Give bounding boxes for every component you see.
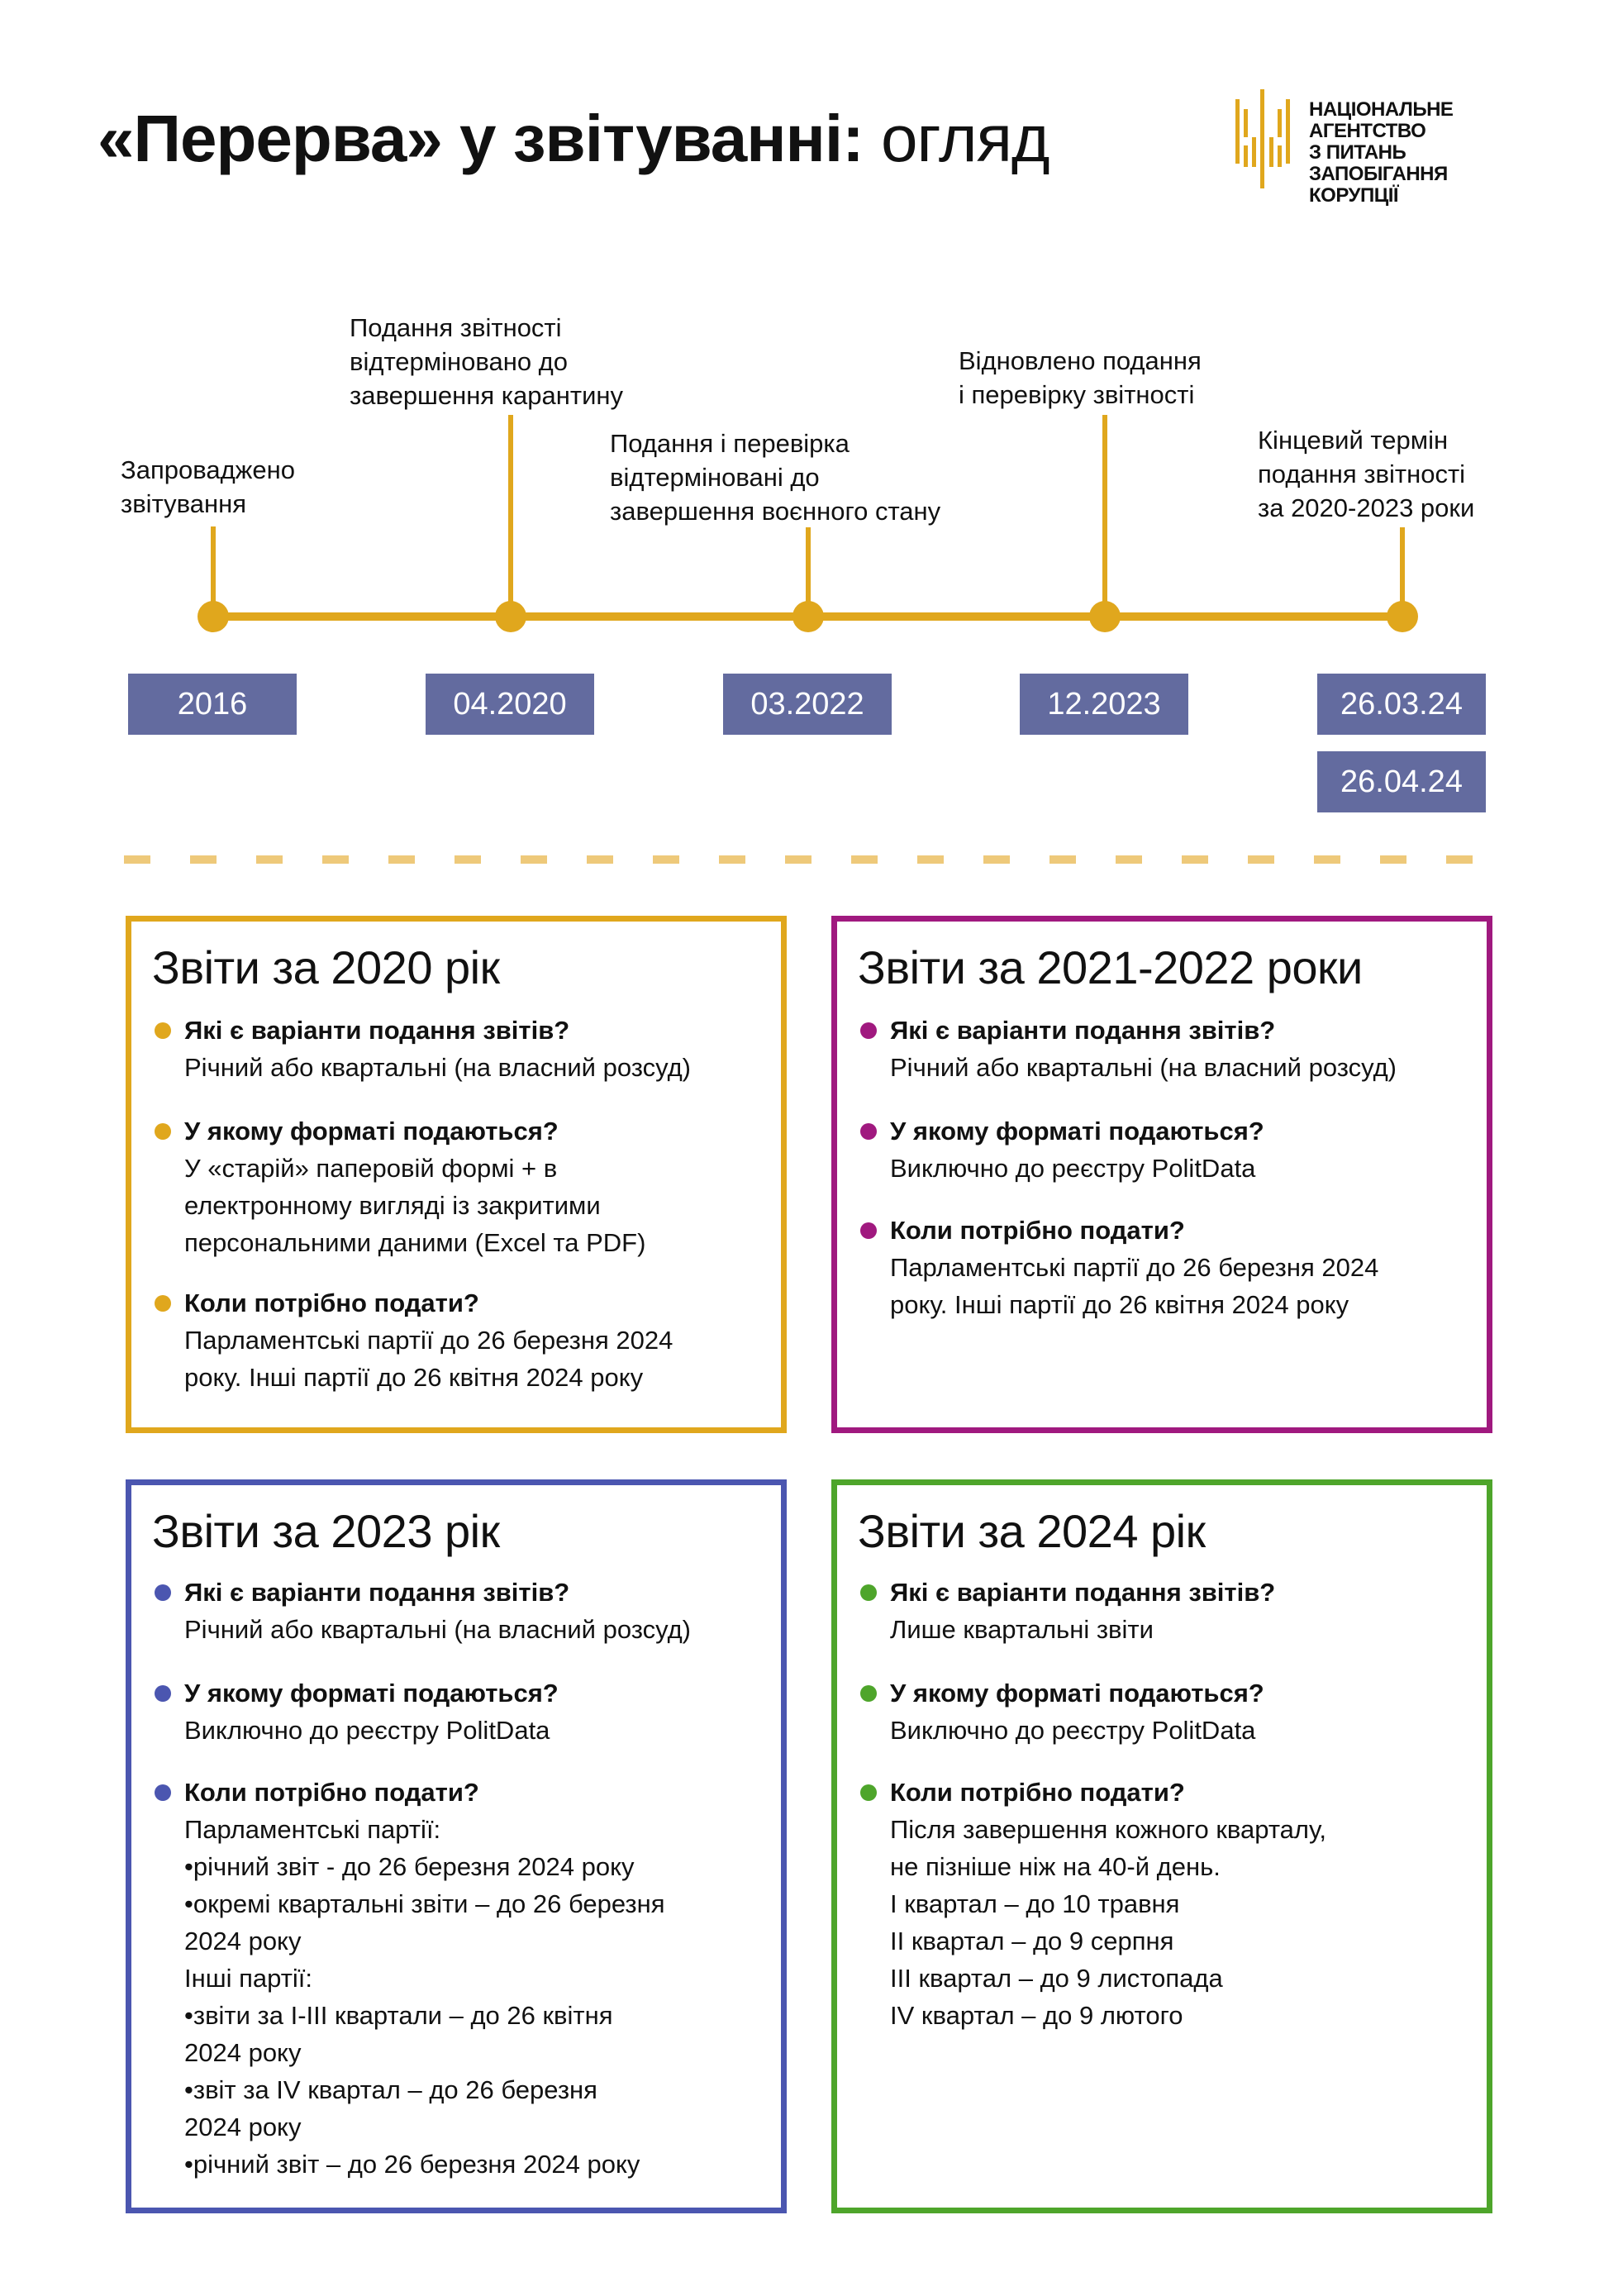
qa-item: [860, 1675, 1470, 1749]
question: У якому форматі подаються?: [890, 1117, 1264, 1146]
answer-line: •звіт за IV квартал – до 26 березня: [184, 2075, 597, 2104]
page-title-light: огляд: [880, 102, 1049, 175]
page-title-bold: «Перерва» у звітуванні:: [98, 102, 864, 175]
question: Коли потрібно подати?: [890, 1216, 1185, 1245]
answer-line: Інші партії:: [184, 1964, 312, 1993]
page-title: [98, 98, 1049, 180]
date-badge: 03.2022: [723, 674, 892, 735]
qa-item: [860, 1774, 1470, 2034]
answer-line: Виключно до реєстру PolitData: [890, 1716, 1256, 1745]
card-2023: [126, 1479, 787, 2213]
answer-line: III квартал – до 9 листопада: [890, 1964, 1223, 1993]
answer-line: року. Інші партії до 26 квітня 2024 року: [184, 1363, 644, 1392]
bullet-icon: [155, 1295, 171, 1312]
qa-item: [155, 1285, 764, 1396]
qa-item: [155, 1012, 764, 1086]
label-line: подання звітності: [1258, 460, 1466, 488]
nazk-bars-logo-icon: [1233, 89, 1299, 188]
answer-line: персональними даними (Excel та PDF): [184, 1228, 646, 1257]
timeline-event-label: [959, 344, 1202, 412]
timeline-dot: [1089, 601, 1121, 632]
card-2024: [831, 1479, 1492, 2213]
answer-line: •звіти за I-III квартали – до 26 квітня: [184, 2001, 613, 2030]
answer-line: Парламентські партії:: [184, 1815, 441, 1844]
answer-line: Річний або квартальні (на власний розсуд): [890, 1053, 1397, 1082]
qa-item: [155, 1574, 764, 1648]
label-line: Кінцевий термін: [1258, 426, 1449, 455]
answer-line: Парламентські партії до 26 березня 2024: [890, 1253, 1379, 1282]
answer-line: У «старій» паперовій формі + в: [184, 1154, 558, 1183]
logo-line: НАЦІОНАЛЬНЕ АГЕНТСТВО: [1309, 98, 1454, 142]
bullet-icon: [155, 1584, 171, 1601]
timeline-stem: [211, 526, 216, 609]
label-line: завершення воєнного стану: [610, 497, 941, 526]
answer-line: Парламентські партії до 26 березня 2024: [184, 1326, 673, 1355]
qa-item: [860, 1113, 1470, 1187]
label-line: відтерміновані до: [610, 463, 820, 492]
bullet-icon: [860, 1022, 877, 1039]
question: У якому форматі подаються?: [184, 1679, 559, 1708]
answer-line: 2024 року: [184, 1927, 302, 1955]
timeline-dot: [1387, 601, 1418, 632]
timeline-dot: [198, 601, 229, 632]
timeline-event-label: [610, 426, 940, 528]
question: Які є варіанти подання звітів?: [184, 1578, 570, 1607]
date-badge: 26.04.24: [1317, 751, 1486, 812]
qa-item: [860, 1012, 1470, 1086]
bullet-icon: [860, 1584, 877, 1601]
logo-line: КОРУПЦІЇ: [1309, 184, 1399, 207]
qa-item: [155, 1113, 764, 1261]
qa-item: [860, 1574, 1470, 1648]
answer-line: Лише квартальні звіти: [890, 1615, 1154, 1644]
answer-line: року. Інші партії до 26 квітня 2024 року: [890, 1290, 1349, 1319]
card-title: Звіти за 2024 рік: [858, 1505, 1206, 1557]
card-2020: [126, 916, 787, 1433]
timeline-dot: [792, 601, 824, 632]
label-line: звітування: [121, 489, 247, 518]
nazk-logo: [1233, 89, 1547, 207]
bullet-icon: [860, 1685, 877, 1702]
logo-line: З ПИТАНЬ ЗАПОБІГАННЯ: [1309, 141, 1448, 185]
answer-line: Виключно до реєстру PolitData: [890, 1154, 1256, 1183]
answer-line: IV квартал – до 9 лютого: [890, 2001, 1183, 2030]
answer-line: Річний або квартальні (на власний розсуд): [184, 1053, 691, 1082]
question: Коли потрібно подати?: [890, 1778, 1185, 1807]
label-line: відтерміновано до: [350, 347, 568, 376]
timeline-stem: [806, 527, 811, 610]
label-line: завершення карантину: [350, 381, 624, 410]
bullet-icon: [155, 1123, 171, 1140]
bullet-icon: [860, 1222, 877, 1239]
question: У якому форматі подаються?: [890, 1679, 1264, 1708]
label-line: Подання і перевірка: [610, 429, 850, 458]
timeline-event-label: [121, 453, 295, 521]
bullet-icon: [155, 1784, 171, 1801]
answer-line: 2024 року: [184, 2038, 302, 2067]
question: У якому форматі подаються?: [184, 1117, 559, 1146]
label-line: і перевірку звітності: [959, 380, 1195, 409]
timeline-stem: [1102, 415, 1107, 609]
qa-item: [155, 1774, 764, 2183]
label-line: Відновлено подання: [959, 346, 1202, 375]
label-line: Подання звітності: [350, 313, 562, 342]
bullet-icon: [860, 1123, 877, 1140]
answer-line: не пізніше ніж на 40-й день.: [890, 1852, 1221, 1881]
timeline-event-label: [1258, 423, 1474, 525]
answer-line: •річний звіт - до 26 березня 2024 року: [184, 1852, 635, 1881]
answer-line: 2024 року: [184, 2113, 302, 2141]
question: Які є варіанти подання звітів?: [184, 1016, 570, 1045]
section-divider: [124, 855, 1499, 864]
label-line: Запроваджено: [121, 455, 296, 484]
bullet-icon: [155, 1685, 171, 1702]
answer-line: •річний звіт – до 26 березня 2024 року: [184, 2150, 640, 2179]
date-badge: 12.2023: [1020, 674, 1188, 735]
date-badge: 26.03.24: [1317, 674, 1486, 735]
question: Які є варіанти подання звітів?: [890, 1578, 1276, 1607]
answer-line: II квартал – до 9 серпня: [890, 1927, 1174, 1955]
timeline-event-label: [350, 311, 623, 412]
answer-line: Виключно до реєстру PolitData: [184, 1716, 550, 1745]
question: Коли потрібно подати?: [184, 1778, 479, 1807]
answer-line: •окремі квартальні звіти – до 26 березня: [184, 1889, 665, 1918]
answer-line: Річний або квартальні (на власний розсуд): [184, 1615, 691, 1644]
answer-line: електронному вигляді із закритими: [184, 1191, 601, 1220]
timeline-stem: [508, 415, 513, 609]
answer-line: Після завершення кожного кварталу,: [890, 1815, 1327, 1844]
card-2021-2022: [831, 916, 1492, 1433]
card-title: Звіти за 2020 рік: [152, 941, 500, 993]
logo-text: [1309, 99, 1547, 207]
label-line: за 2020-2023 роки: [1258, 493, 1475, 522]
card-title: Звіти за 2021-2022 роки: [858, 941, 1363, 993]
bullet-icon: [155, 1022, 171, 1039]
answer-line: I квартал – до 10 травня: [890, 1889, 1180, 1918]
timeline-stem: [1400, 527, 1405, 610]
question: Які є варіанти подання звітів?: [890, 1016, 1276, 1045]
bullet-icon: [860, 1784, 877, 1801]
card-title: Звіти за 2023 рік: [152, 1505, 500, 1557]
qa-item: [155, 1675, 764, 1749]
question: Коли потрібно подати?: [184, 1289, 479, 1317]
timeline-dot: [495, 601, 526, 632]
date-badge: 04.2020: [426, 674, 594, 735]
qa-item: [860, 1212, 1470, 1323]
date-badge: 2016: [128, 674, 297, 735]
